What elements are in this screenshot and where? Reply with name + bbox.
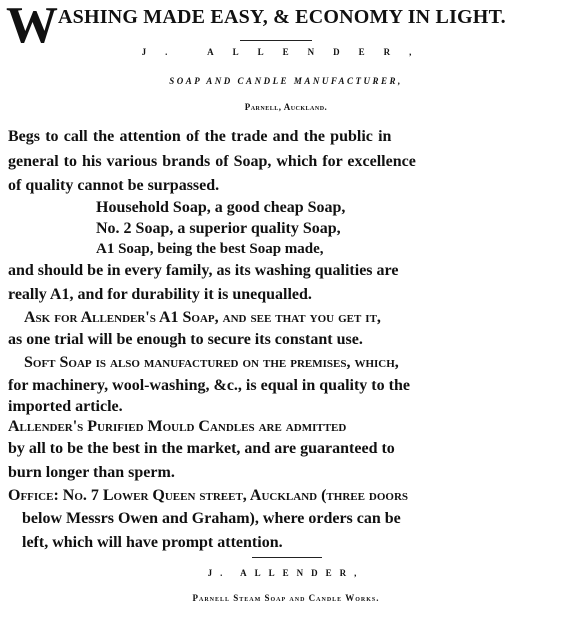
body-line: Soft Soap is also manufactured on the premises, which,	[24, 354, 399, 371]
footer-name: J. ALLENDER,	[207, 568, 365, 578]
body-line: Allender's Purified Mould Candles are admitted	[8, 418, 347, 435]
advertiser-name: J. ALLENDER,	[141, 47, 431, 57]
footer-works: Parnell Steam Soap and Candle Works.	[192, 593, 380, 603]
body-line: Begs to call the attention of the trade and the public in	[8, 128, 392, 145]
body-line: as one trial will be enough to secure its constant use.	[8, 331, 363, 348]
bottom-rule	[252, 557, 322, 558]
body-line: left, which will have prompt attention.	[22, 534, 283, 551]
headline-drop-cap: W	[6, 0, 58, 54]
body-line: by all to be the best in the market, and are guaranteed to	[8, 440, 395, 457]
soap-brand-line: Household Soap, a good cheap Soap,	[96, 199, 346, 216]
advertiser-trade: SOAP AND CANDLE MANUFACTURER,	[169, 76, 403, 86]
body-line: really A1, and for durability it is unequalled.	[8, 286, 312, 303]
body-line: burn longer than sperm.	[8, 464, 175, 481]
body-line: of quality cannot be surpassed.	[8, 177, 220, 194]
headline: ASHING MADE EASY, & ECONOMY IN LIGHT.	[58, 6, 506, 28]
soap-brand-line: A1 Soap, being the best Soap made,	[96, 241, 324, 257]
body-line: imported article.	[8, 398, 123, 415]
body-line: Office: No. 7 Lower Queen street, Auckland (three doors	[8, 487, 409, 504]
top-rule	[240, 40, 312, 41]
body-line: Ask for Allender's A1 Soap, and see that you get it,	[24, 309, 381, 326]
body-line: below Messrs Owen and Graham), where orders can be	[22, 510, 401, 527]
body-line: general to his various brands of Soap, which for excellence	[8, 153, 416, 170]
body-line: for machinery, wool-washing, &c., is equal in quality to the	[8, 377, 410, 394]
body-line: and should be in every family, as its washing qualities are	[8, 262, 399, 279]
soap-brand-line: No. 2 Soap, a superior quality Soap,	[96, 220, 341, 237]
advertiser-location: Parnell, Auckland.	[244, 102, 328, 112]
